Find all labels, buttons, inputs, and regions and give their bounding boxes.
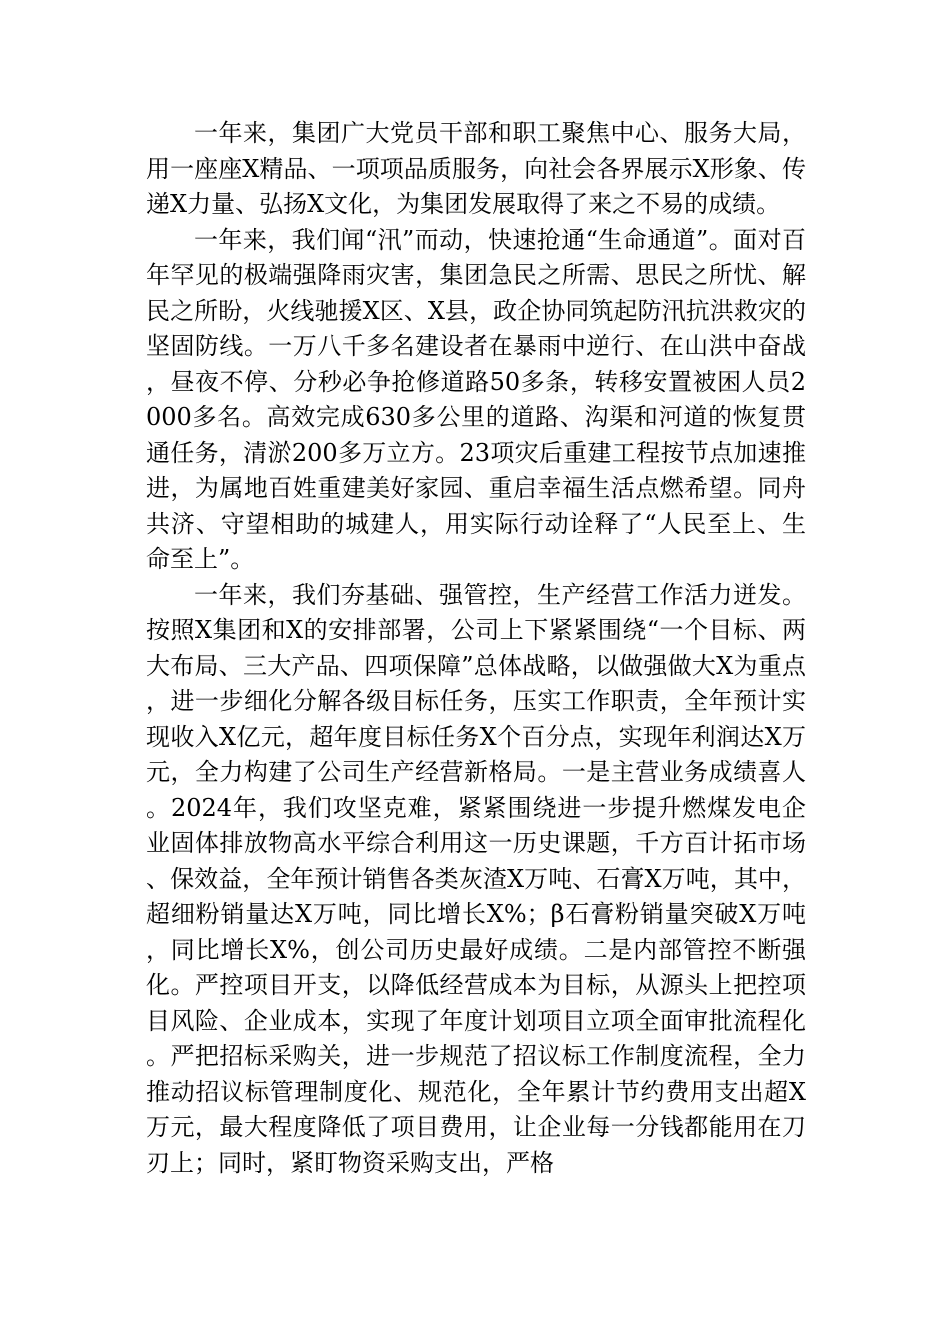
paragraph-flood-relief: 一年来，我们闻“汛”而动，快速抢通“生命通道”。面对百年罕见的极端强降雨灾害，集团急民之所需、思民之所忧、解民之所盼，火线驰援X区、X县，政企协同筑起防汛抗洪救灾的坚固防线。一万八千多名建设者在暴雨中逆行、在山洪中奋战，昼夜不停、分秒必争抢修道路50多条，转移安置被困人员2000多名。高效完成630多公里的道路、沟渠和河道的恢复贯通任务，清淤200多万立方。23项灾后重建工程按节点加速推进，为属地百姓重建美好家园、重启幸福生活点燃希望。同舟共济、守望相助的城建人，用实际行动诠释了“人民至上、生命至上”。 [146,225,806,573]
paragraph-achievements: 一年来，集团广大党员干部和职工聚焦中心、服务大局，用一座座X精品、一项项品质服务，向社会各界展示X形象、传递X力量、弘扬X文化，为集团发展取得了来之不易的成绩。 [146,119,806,218]
paragraph-business-operations: 一年来，我们夯基础、强管控，生产经营工作活力迸发。按照X集团和X的安排部署，公司上下紧紧围绕“一个目标、两大布局、三大产品、四项保障”总体战略，以做强做大X为重点，进一步细化分解各级目标任务，压实工作职责，全年预计实现收入X亿元，超年度目标任务X个百分点，实现年利润达X万元，全力构建了公司生产经营新格局。一是主营业务成绩喜人。2024年，我们攻坚克难，紧紧围绕进一步提升燃煤发电企业固体排放物高水平综合利用这一历史课题，千方百计拓市场、保效益，全年预计销售各类灰渣X万吨、石膏X万吨，其中，超细粉销量达X万吨，同比增长X%；β石膏粉销量突破X万吨，同比增长X%，创公司历史最好成绩。二是内部管控不断强化。严控项目开支，以降低经营成本为目标，从源头上把控项目风险、企业成本，实现了年度计划项目立项全面审批流程化。严把招标采购关，进一步规范了招议标工作制度流程，全力推动招议标管理制度化、规范化，全年累计节约费用支出超X万元，最大程度降低了项目费用，让企业每一分钱都能用在刀刃上；同时，紧盯物资采购支出，严格 [146,580,806,1177]
document-body [146,116,806,1181]
